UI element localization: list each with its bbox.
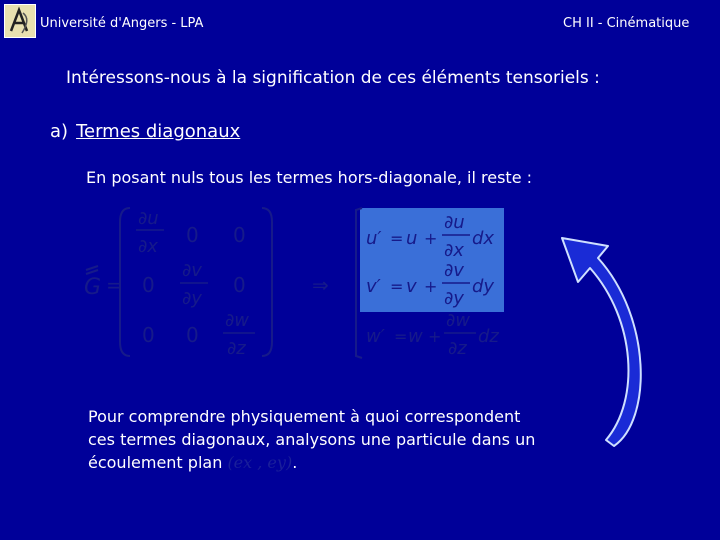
- svg-text:∂v: ∂v: [444, 260, 464, 281]
- paragraph-line-3: écoulement plan (ex , ey).: [88, 453, 298, 472]
- svg-text:∂z: ∂z: [448, 338, 467, 359]
- paragraph-line-2: ces termes diagonaux, analysons une particule dans un: [88, 430, 536, 449]
- svg-text:dx: dx: [472, 228, 495, 249]
- svg-text:v: v: [406, 276, 417, 297]
- svg-text:dz: dz: [478, 326, 499, 347]
- intro-text: En posant nuls tous les termes hors-diagonale, il reste :: [86, 168, 533, 187]
- svg-text:+: +: [424, 277, 438, 296]
- displacement-system: [356, 208, 504, 359]
- implies-symbol: ⇒: [312, 273, 329, 297]
- header-chapter: CH II - Cinématique: [563, 16, 690, 31]
- matrix-equals: =: [106, 273, 123, 297]
- svg-text:∂u: ∂u: [444, 212, 465, 233]
- svg-text:0: 0: [186, 323, 199, 347]
- svg-text:∂x: ∂x: [444, 240, 464, 261]
- svg-text:0: 0: [233, 223, 246, 247]
- svg-text:dy: dy: [472, 276, 495, 297]
- svg-text:u: u: [406, 228, 418, 249]
- svg-text:∂x: ∂x: [138, 236, 158, 257]
- svg-text:∂w: ∂w: [446, 310, 471, 331]
- svg-text:∂w: ∂w: [225, 310, 250, 331]
- header-institution: Université d'Angers - LPA: [40, 16, 204, 31]
- svg-text:=: =: [394, 327, 408, 346]
- plane-basis-vectors: (ex , ey): [227, 453, 293, 472]
- matrix-right-bracket: [262, 208, 272, 356]
- svg-text:+: +: [424, 229, 438, 248]
- svg-text:=: =: [390, 229, 404, 248]
- svg-text:+: +: [428, 327, 442, 346]
- svg-text:0: 0: [142, 323, 155, 347]
- svg-text:∂u: ∂u: [138, 208, 159, 229]
- svg-text:0: 0: [233, 273, 246, 297]
- svg-text:w′: w′: [366, 326, 385, 347]
- paragraph-line-1: Pour comprendre physiquement à quoi correspondent: [88, 407, 521, 426]
- svg-text:=: =: [390, 277, 404, 296]
- explanation-paragraph: [88, 405, 608, 474]
- svg-text:0: 0: [186, 223, 199, 247]
- gradient-tensor-matrix: [84, 208, 272, 359]
- svg-text:∂z: ∂z: [227, 338, 246, 359]
- section-label: Termes diagonaux: [76, 121, 241, 142]
- svg-text:0: 0: [142, 273, 155, 297]
- section-marker: a): [50, 121, 69, 142]
- svg-text:∂y: ∂y: [182, 288, 202, 309]
- svg-text:w: w: [408, 326, 423, 347]
- slide-title: Intéressons-nous à la signification de ces éléments tensoriels :: [66, 68, 600, 88]
- svg-text:u′: u′: [366, 228, 382, 249]
- svg-text:v′: v′: [366, 276, 381, 297]
- tensor-arrow-mark: [86, 266, 98, 270]
- tensor-symbol: G: [84, 275, 102, 300]
- svg-text:∂v: ∂v: [182, 260, 202, 281]
- svg-text:∂y: ∂y: [444, 288, 464, 309]
